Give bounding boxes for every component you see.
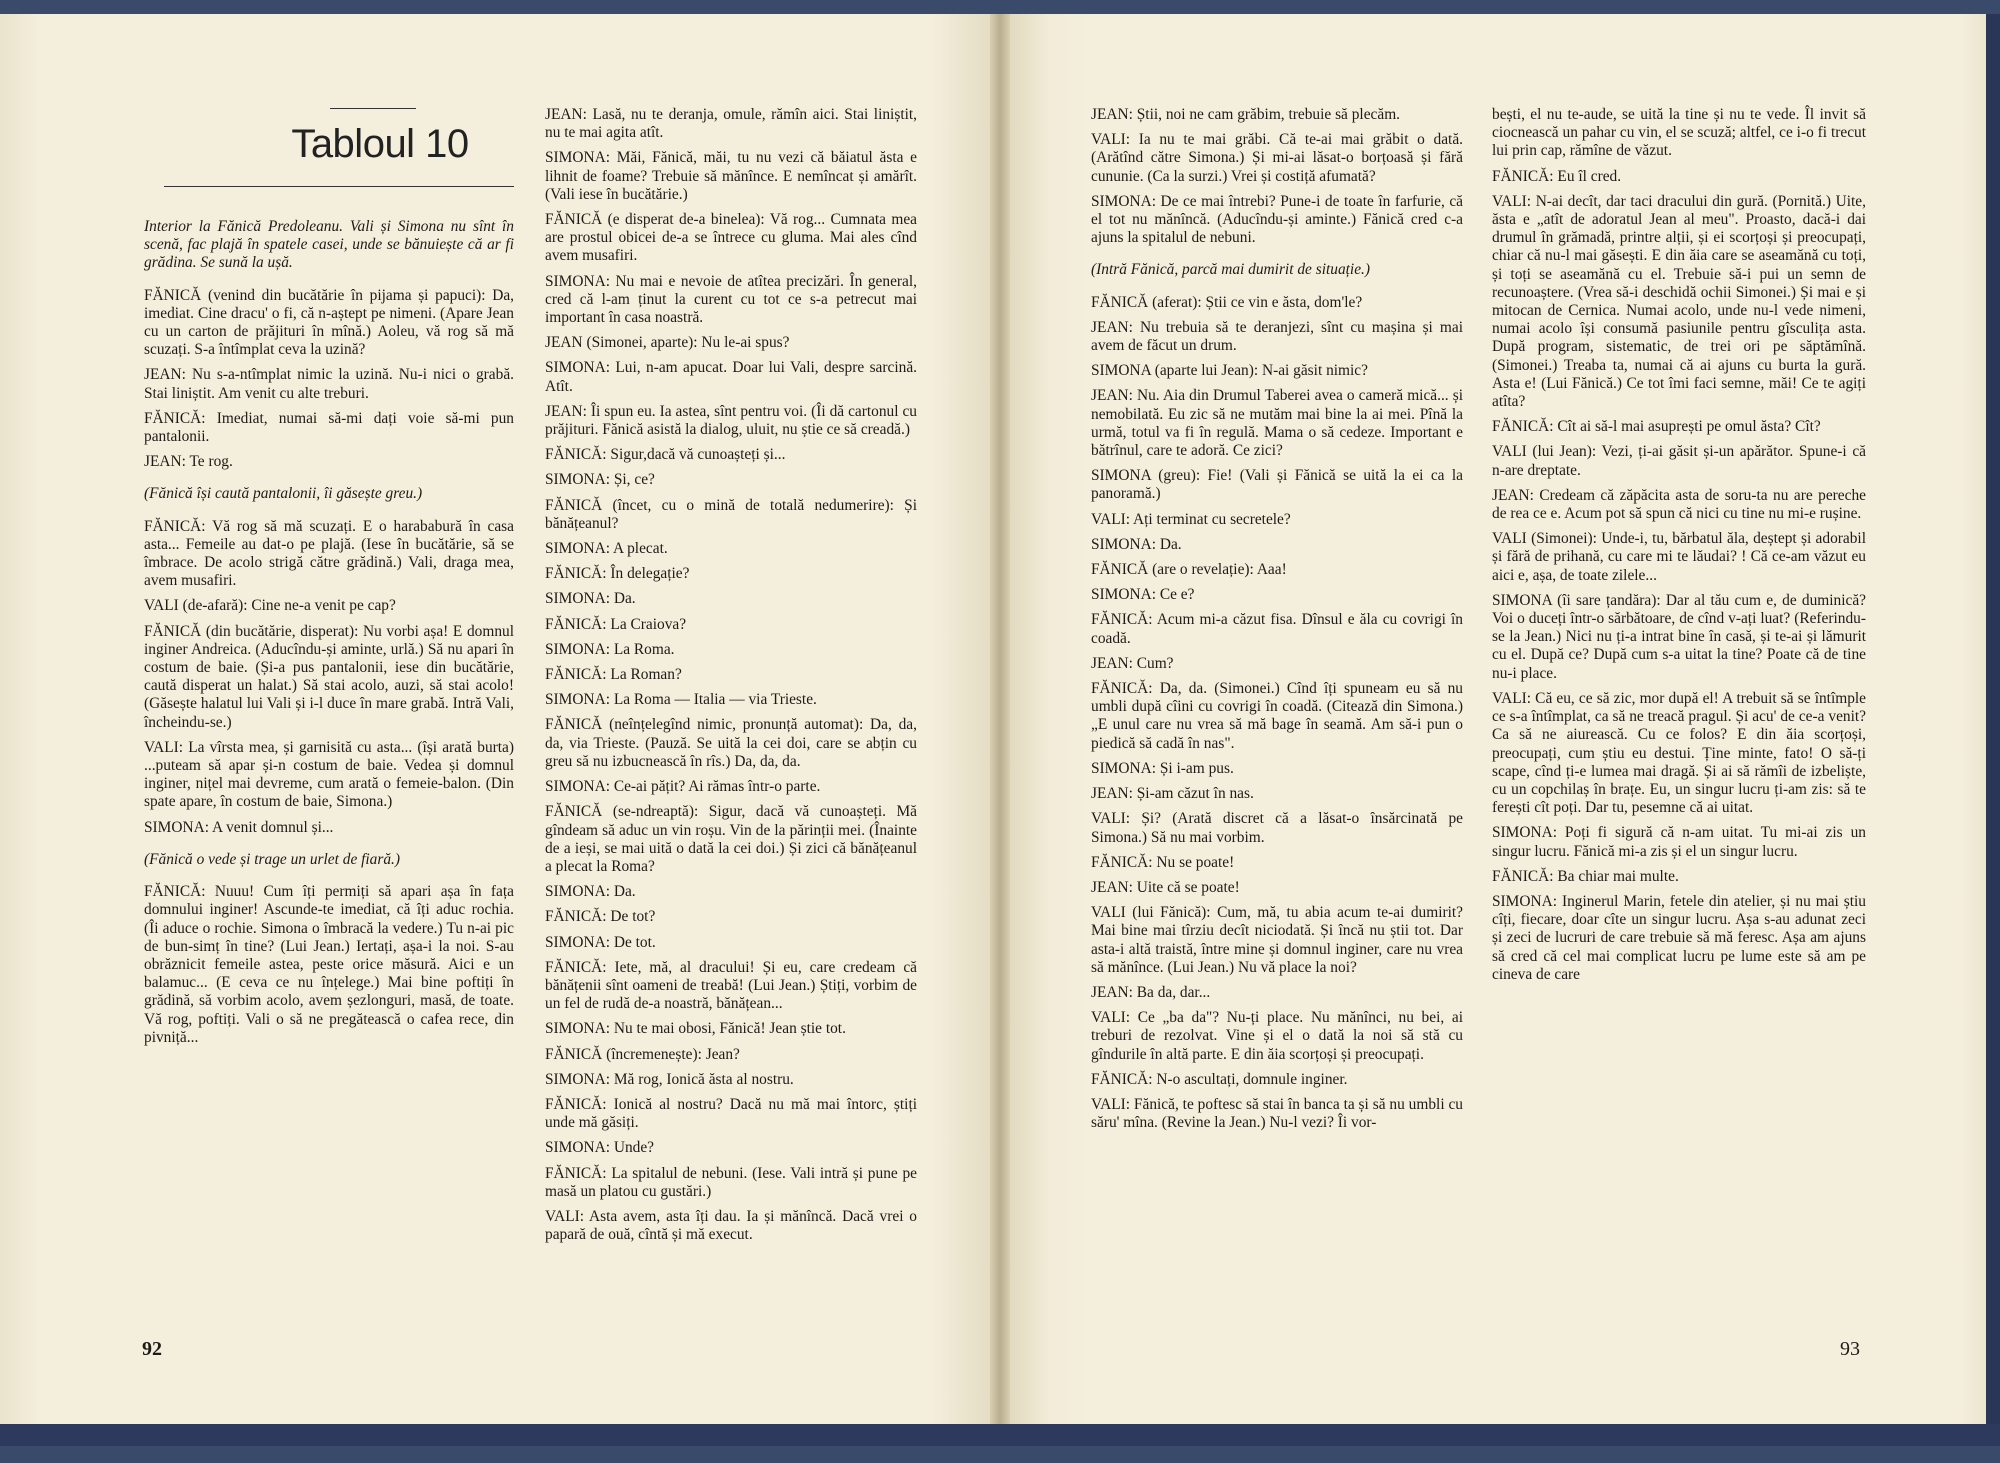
dialogue-paragraph: SIMONA: Nu mai e nevoie de atîtea precizări. În general, cred că l-am ținut la curent cu tot ce s-a petrecut mai important în casa noastră. (545, 272, 917, 327)
page-title: Tabloul 10 (291, 122, 469, 166)
stage-direction: (Fănică își caută pantalonii, îi găsește greu.) (144, 485, 423, 503)
dialogue-paragraph: bești, el nu te-aude, se uită la tine și nu te vede. Îl invit să ciocnească un pahar cu vin, el se scuză; altfel, ce i-o fi trecut lui prin cap, rămîne de văzut. (1492, 106, 1866, 160)
dialogue-paragraph: JEAN: Uite că se poate! (1091, 878, 1240, 896)
dialogue-paragraph: FĂNICĂ: De tot? (545, 908, 656, 926)
stage-direction: (Intră Fănică, parcă mai dumirit de situație.) (1091, 261, 1370, 279)
dialogue-paragraph: SIMONA: Inginerul Marin, fetele din atelier, și nu mai știu cîți, fiecare, doar cîte un singur lucru. Așa s-au adunat zeci și zeci de lucruri de care trebuie să mă feresc. Așa am ajuns să cred că cel mai complicat lucru pe lume este să am pe cineva de care (1492, 892, 1866, 983)
heading-rule-bottom (164, 186, 514, 187)
dialogue-paragraph: SIMONA: Măi, Fănică, măi, tu nu vezi că băiatul ăsta e lihnit de foame? Trebuie să mănînce. E nemîncat și amărît. (Vali iese în bucătărie.) (545, 149, 917, 203)
dialogue-paragraph: FĂNICĂ: Nuuu! Cum îți permiți să apari așa în fața domnului inginer! Ascunde-te imediat, că îți aduc rochia. (Îi aduce o rochie. Simona o îmbracă la vedere.) Tu n-ai pic de bun-simț în tine? (Lui Jean.) Iertați, așa-i la noi. S-au obrăznicit femeile astea, peste orice măsură. Aici e un balamuc... (E ceva ce nu înțelege.) Mai bine poftiți în grădină, să vorbim acolo, avem șezlonguri, masă, de toate. Vă rog, poftiți. Vali o să ne pregătească o cafea rece, din pivniță... (144, 883, 514, 1046)
dialogue-paragraph: FĂNICĂ (e disperat de-a binelea): Vă rog... Cumnata mea are prostul obicei de-a se întrece cu gluma. Mai ales cînd avem musafiri. (545, 211, 917, 265)
dialogue-paragraph: FĂNICĂ (neînțelegînd nimic, pronunță automat): Da, da, da, via Trieste. (Pauză. Se uită la cei doi, care se abțin cu greu să nu izbucnească în rîs.) Da, da, da. (545, 716, 917, 770)
dialogue-paragraph: JEAN: Nu trebuia să te deranjezi, sînt cu mașina și mai avem de făcut un drum. (1091, 318, 1463, 355)
dialogue-paragraph: FĂNICĂ (venind din bucătărie în pijama și papuci): Da, imediat. Cine dracu' o fi, că n-aștept pe nimeni. (Apare Jean cu un carton de prăjituri în mînă.) Aoleu, vă rog să mă scuzați. S-a întîmplat ceva la uzină? (144, 286, 514, 359)
dialogue-paragraph: FĂNICĂ (din bucătărie, disperat): Nu vorbi așa! E domnul inginer Andreica. (Aducîndu-și aminte, urlă.) Să nu apari în costum de baie. (Și-a pus pantalonii, iese din bucătărie, caută disperat un halat.) Să stai acolo, auzi, să stai acolo! (Găsește halatul lui Vali și i-l duce în mare grabă. Intră Vali, încheindu-se.) (144, 622, 514, 731)
dialogue-paragraph: JEAN: Te rog. (144, 453, 233, 471)
dialogue-paragraph: FĂNICĂ: Nu se poate! (1091, 853, 1235, 871)
dialogue-paragraph: FĂNICĂ (încet, cu o mină de totală nedumerire): Și bănățeanul? (545, 496, 917, 532)
dialogue-paragraph: SIMONA: Nu te mai obosi, Fănică! Jean știe tot. (545, 1020, 846, 1038)
text-column-4 (1492, 106, 1866, 991)
book-gutter (990, 14, 1010, 1424)
dialogue-paragraph: SIMONA: Unde? (545, 1139, 655, 1157)
dialogue-paragraph: VALI: Și? (Arată discret că a lăsat-o însărcinată pe Simona.) Să nu mai vorbim. (1091, 810, 1463, 846)
page-number-left: 92 (142, 1338, 162, 1360)
dialogue-paragraph: SIMONA: A plecat. (545, 540, 668, 558)
dialogue-paragraph: JEAN: Îi spun eu. Ia astea, sînt pentru voi. (Îi dă cartonul cu prăjituri. Fănică asistă la dialog, uluit, nu știe ce să creadă.) (545, 402, 917, 439)
dialogue-paragraph: VALI: Ce „ba da"? Nu-ți place. Nu mănînci, nu bei, ai treburi de rezolvat. Vine și el o dată la noi să stă cu gîndurile în altă parte. E din ăia scorțoși și preocupați. (1091, 1009, 1463, 1063)
dialogue-paragraph: SIMONA: Poți fi sigură că n-am uitat. Tu mi-ai zis un singur lucru. Fănică mi-a zis și el un singur lucru. (1492, 824, 1866, 860)
text-column-3 (1091, 106, 1463, 1139)
dialogue-paragraph: VALI (Simonei): Unde-i, tu, bărbatul ăla, deștept și adorabil și fără de prihană, cu care mi te lăudai? ! Că ce-am văzut eu aici e, așa, de toate zilele... (1492, 530, 1866, 584)
dialogue-paragraph: JEAN: Cum? (1091, 654, 1174, 672)
dialogue-paragraph: FĂNICĂ: La Craiova? (545, 615, 687, 633)
dialogue-paragraph: VALI: N-ai decît, dar taci dracului din gură. (Pornită.) Uite, ăsta e „atît de adoratul Jean al meu". Proasto, dacă-i dai drumul în grămadă, printre alții, și ei scorțoși și preocupați, chiar că nu-l mai găsești. E din ăia care se aseamănă cu toți, și toți se aseamănă cu el. Trebuie să-i pui un semn de recunoaștere. (Vrea să-i deschidă ochii Simonei.) Și mai e și mitocan de Cernica. Numai acolo, unde nu-l vede nimeni, numai acolo își consumă pasiunile pentru gîsculița asta. După program, sistematic, de trei ori pe săptămînă. (Simonei.) Treaba ta, numai că ai ajuns cu burta la gură. Asta e! (Lui Fănică.) Ce tot îmi faci semne, măi! Ce te agiți atîta? (1492, 192, 1866, 411)
dialogue-paragraph: FĂNICĂ: Eu îl cred. (1492, 167, 1622, 185)
text-column-2 (545, 106, 917, 1251)
dialogue-paragraph: VALI (de-afară): Cine ne-a venit pe cap? (144, 597, 396, 615)
dialogue-paragraph: FĂNICĂ: La spitalul de nebuni. (Iese. Vali intră și pune pe masă un platou cu gustări.) (545, 1164, 917, 1200)
dialogue-paragraph: JEAN: Și-am căzut în nas. (1091, 785, 1254, 803)
dialogue-paragraph: JEAN: Nu s-a-ntîmplat nimic la uzină. Nu-i nici o grabă. Stai liniștit. Am venit cu alte treburi. (144, 366, 514, 402)
dialogue-paragraph: SIMONA: Mă rog, Ionică ăsta al nostru. (545, 1070, 794, 1088)
dialogue-paragraph: SIMONA: Da. (545, 883, 636, 901)
dialogue-paragraph: SIMONA (aparte lui Jean): N-ai găsit nimic? (1091, 362, 1368, 380)
dialogue-paragraph: SIMONA: De tot. (545, 933, 656, 951)
dialogue-paragraph: FĂNICĂ (se-ndreaptă): Sigur, dacă vă cunoașteți. Mă gîndeam să aduc un vin roșu. Vin de la părinții mei. (Înainte de a ieși, se mai uită o dată la cei doi.) Și zici că bănățeanul a plecat la Roma? (545, 803, 917, 875)
dialogue-paragraph: SIMONA: La Roma. (545, 640, 675, 658)
dialogue-paragraph: FĂNICĂ: Cît ai să-l mai asuprești pe omul ăsta? Cît? (1492, 418, 1821, 436)
dialogue-paragraph: FĂNICĂ: Iete, mă, al dracului! Și eu, care credeam că bănățenii sînt oameni de treabă! (Lui Jean.) Știți, vorbim de un fel de rudă de-a noastră, bănățean... (545, 958, 917, 1013)
dialogue-paragraph: VALI: Că eu, ce să zic, mor după el! A trebuit să se întîmple ce s-a întîmplat, ca să ne treacă pragul. Și acu' de ce-a venit? Ca să ne aiurească. Cu ce folos? E din ăia scorțoși, preocupați, cum știu eu destui. Ține minte, fato! O să-ți scape, cînd ți-e lumea mai dragă. Și ai să rămîi de izbeliște, cu un copchilaș în brațe. Eu, un singur lucru ți-am zis: să te ferești cît poți. Dar tu, pesemne că ai uitat. (1492, 689, 1866, 817)
dialogue-paragraph: SIMONA: La Roma — Italia — via Trieste. (545, 691, 817, 709)
stage-direction: (Fănică o vede și trage un urlet de fiară.) (144, 850, 401, 868)
dialogue-paragraph: VALI: Fănică, te poftesc să stai în banca ta și să nu umbli cu săru' mîna. (Revine la Jean.) Nu-l vezi? Îi vor- (1091, 1095, 1463, 1132)
dialogue-paragraph: VALI (lui Jean): Vezi, ți-ai găsit și-un apărător. Spune-i că n-are dreptate. (1492, 443, 1866, 479)
dialogue-paragraph: FĂNICĂ (aferat): Știi ce vin e ăsta, dom'le? (1091, 293, 1363, 311)
dialogue-paragraph: VALI: Ia nu te mai grăbi. Că te-ai mai grăbit o dată. (Arătînd către Simona.) Și mi-ai lăsat-o borțoasă și fără cununie. (Ca la surzi.) Vrei și costiță afumată? (1091, 131, 1463, 185)
dialogue-paragraph: SIMONA (îi sare țandăra): Dar al tău cum e, de duminică? Voi o duceți într-o sărbătoare, de cînd v-ați luat? (Referindu-se la Jean.) Nici nu ți-a intrat bine în casă, și te-ai și lămurit cu el. După ce? După cum s-a uitat la tine? Poate că de tine nu-i place. (1492, 591, 1866, 682)
text-column-1 (144, 204, 514, 1054)
dialogue-paragraph: FĂNICĂ: Sigur,dacă vă cunoașteți și... (545, 446, 786, 464)
dialogue-paragraph: SIMONA: Ce-ai pățit? Ai rămas într-o parte. (545, 778, 821, 796)
dialogue-paragraph: SIMONA: De ce mai întrebi? Pune-i de toate în farfurie, că el tot nu mănîncă. (Aducîndu-și aminte.) Fănică cred c-a ajuns la spitalul de nebuni. (1091, 192, 1463, 247)
dialogue-paragraph: FĂNICĂ: La Roman? (545, 666, 682, 684)
dialogue-paragraph: SIMONA (greu): Fie! (Vali și Fănică se uită la ei ca la panoramă.) (1091, 467, 1463, 503)
dialogue-paragraph: FĂNICĂ: Imediat, numai să-mi dați voie să-mi pun pantalonii. (144, 409, 514, 446)
dialogue-paragraph: FĂNICĂ: Da, da. (Simonei.) Cînd îți spuneam eu să nu umbli după cîini cu covrigi în coadă. (Citează din Simona.) „E unul care nu vrea să mă bage în seamă. Am să-i pun o piedică să cadă în nas". (1091, 680, 1463, 752)
dialogue-paragraph: JEAN (Simonei, aparte): Nu le-ai spus? (545, 334, 790, 352)
dialogue-paragraph: SIMONA: Ce e? (1091, 586, 1195, 604)
dialogue-paragraph: JEAN: Nu. Aia din Drumul Taberei avea o cameră mică... și nemobilată. Eu zic să ne mutăm mai bine la ai mei. Pînă la urmă, totul va fi în regulă. Mama o să cedeze. Important e bătrînul, care te adoră. Ce zici? (1091, 387, 1463, 460)
dialogue-paragraph: SIMONA: A venit domnul și... (144, 818, 334, 836)
dialogue-paragraph: JEAN: Știi, noi ne cam grăbim, trebuie să plecăm. (1091, 106, 1401, 123)
dialogue-paragraph: VALI: Asta avem, asta îți dau. Ia și mănîncă. Dacă vrei o papară de ouă, cîntă și mă execut. (545, 1207, 917, 1244)
dialogue-paragraph: FĂNICĂ: Ba chiar mai multe. (1492, 867, 1679, 885)
dialogue-paragraph: SIMONA: Și, ce? (545, 471, 655, 489)
dialogue-paragraph: FĂNICĂ (are o revelație): Aaa! (1091, 561, 1287, 579)
dialogue-paragraph: JEAN: Lasă, nu te deranja, omule, rămîn aici. Stai liniștit, nu te mai agita atît. (545, 106, 917, 142)
dialogue-paragraph: FĂNICĂ: N-o ascultați, domnule inginer. (1091, 1070, 1348, 1088)
book-bottom-edge (0, 1424, 2000, 1446)
dialogue-paragraph: JEAN: Credeam că zăpăcita asta de soru-ta nu are pereche de rea ce e. Acum pot să spun că nici cu tine nu mi-e rușine. (1492, 486, 1866, 523)
dialogue-paragraph: VALI (lui Fănică): Cum, mă, tu abia acum te-ai dumirit? Mai bine mai tîrziu decît niciodată. Și încă nu știi tot. Dar asta-i altă traistă, între mine și domnul inginer, care nu vrea să mănînce. (Lui Jean.) Nu vă place la noi? (1091, 904, 1463, 976)
page-number-right: 93 (1840, 1338, 1860, 1360)
heading-rule-top (330, 108, 416, 109)
dialogue-paragraph: FĂNICĂ: Acum mi-a căzut fisa. Dînsul e ăla cu covrigi în coadă. (1091, 611, 1463, 647)
dialogue-paragraph: VALI: Ați terminat cu secretele? (1091, 510, 1291, 528)
dialogue-paragraph: FĂNICĂ: Vă rog să mă scuzați. E o harababură în casa asta... Femeile au dat-o pe plajă. (Iese în bucătărie, să se îmbrace. De acolo strigă către grădină.) Vali, draga mea, avem musafiri. (144, 517, 514, 590)
dialogue-paragraph: SIMONA: Lui, n-am apucat. Doar lui Vali, despre sarcină. Atît. (545, 359, 917, 395)
dialogue-paragraph: VALI: La vîrsta mea, și garnisită cu asta... (își arată burta) ...puteam să apar și-n costum de baie. Vedea și domnul inginer, nițel mai devreme, cum arată o femeie-balon. (Din spate apare, în costum de baie, Simona.) (144, 738, 514, 811)
dialogue-paragraph: SIMONA: Da. (1091, 535, 1182, 553)
dialogue-paragraph: FĂNICĂ (încremenește): Jean? (545, 1045, 740, 1063)
dialogue-paragraph: SIMONA: Da. (545, 590, 636, 608)
dialogue-paragraph: FĂNICĂ: În delegație? (545, 565, 690, 583)
dialogue-paragraph: JEAN: Ba da, dar... (1091, 983, 1211, 1001)
dialogue-paragraph: FĂNICĂ: Ionică al nostru? Dacă nu mă mai întorc, știți unde mă găsiți. (545, 1095, 917, 1132)
dialogue-paragraph: SIMONA: Și i-am pus. (1091, 759, 1234, 777)
stage-direction: Interior la Fănică Predoleanu. Vali și Simona nu sînt în scenă, fac plajă în spatele casei, unde se bănuiește că ar fi grădina. Se sună la ușă. (144, 218, 514, 272)
